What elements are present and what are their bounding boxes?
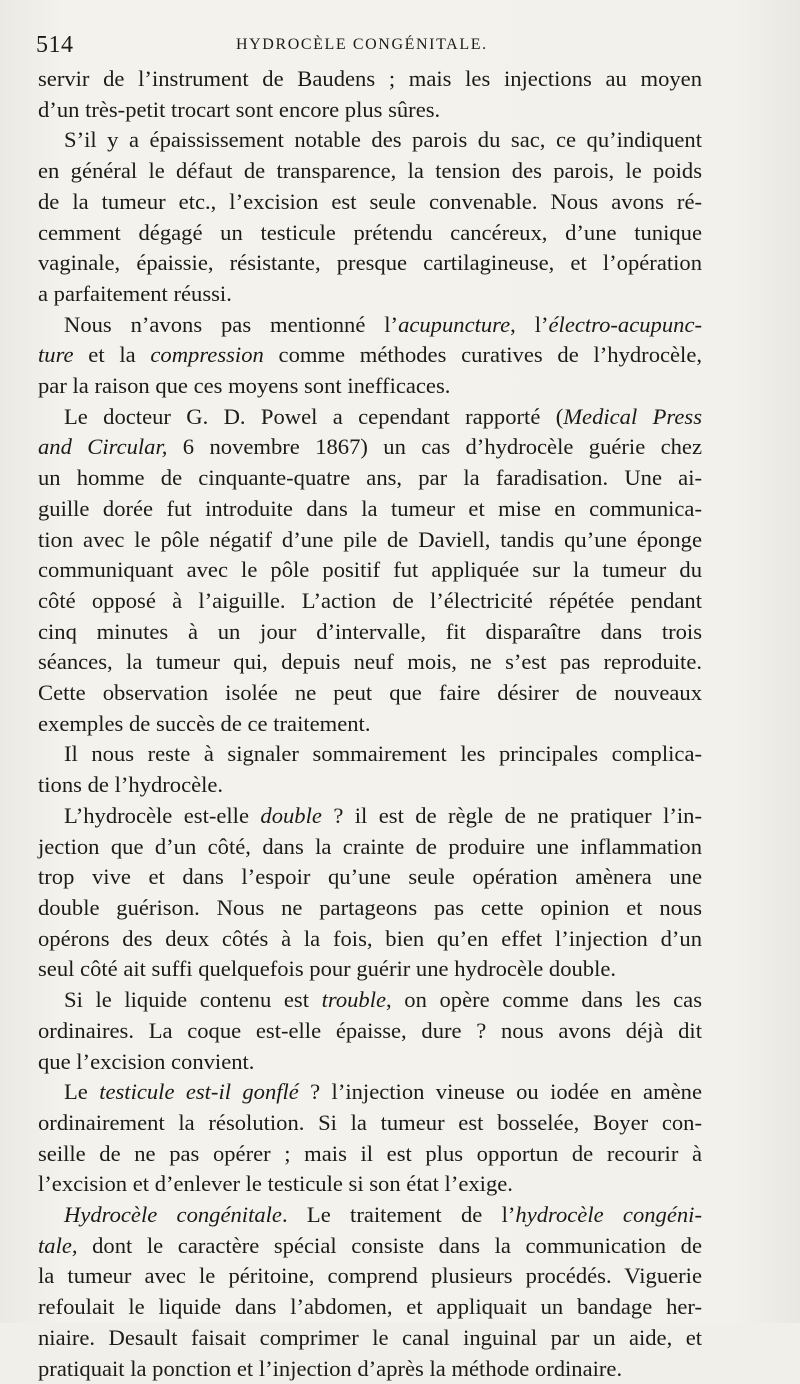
text-line: en général le défaut de transparence, la tension des parois, le poids bbox=[38, 158, 702, 184]
text-line: ture et la compression comme méthodes curatives de l’hydrocèle, bbox=[38, 342, 702, 368]
text-line: Hydrocèle congénitale. Le traitement de l’hydrocèle congéni- bbox=[64, 1202, 702, 1228]
paragraph bbox=[38, 1200, 702, 1384]
text-line: guille dorée fut introduite dans la tumeur et mise en communica- bbox=[38, 495, 702, 521]
text-line: jection que d’un côté, dans la crainte de produire une inflammation bbox=[38, 833, 702, 859]
body-text bbox=[38, 64, 702, 1384]
text-line: L’hydrocèle est-elle double ? il est de règle de ne pratiquer l’in- bbox=[64, 802, 702, 828]
text-line: a parfaitement réussi. bbox=[38, 280, 232, 306]
text-line: côté opposé à l’aiguille. L’action de l’électricité répétée pendant bbox=[38, 587, 702, 613]
text-line: ordinairement la résolution. Si la tumeur est bosselée, Boyer con- bbox=[38, 1109, 702, 1135]
text-line: Le docteur G. D. Powel a cependant rapporté (Medical Press bbox=[64, 403, 702, 429]
page-number: 514 bbox=[36, 32, 74, 58]
text-line: ordinaires. La coque est-elle épaisse, dure ? nous avons déjà dit bbox=[38, 1017, 702, 1043]
text-line: pratiquait la ponction et l’injection d’après la méthode ordinaire. bbox=[38, 1355, 623, 1381]
paragraph bbox=[38, 739, 702, 800]
paragraph bbox=[38, 64, 702, 125]
text-line: par la raison que ces moyens sont inefficaces. bbox=[38, 373, 451, 399]
text-line: and Circular, 6 novembre 1867) un cas d’hydrocèle guérie chez bbox=[38, 434, 702, 460]
paragraph bbox=[38, 402, 702, 740]
text-line: tale, dont le caractère spécial consiste dans la communication de bbox=[38, 1232, 702, 1258]
text-line: cinq minutes à un jour d’intervalle, fit disparaître dans trois bbox=[38, 618, 702, 644]
text-line: exemples de succès de ce traitement. bbox=[38, 710, 371, 736]
running-title: HYDROCÈLE CONGÉNITALE. bbox=[236, 36, 488, 53]
paragraph bbox=[38, 125, 702, 309]
text-line: l’excision et d’enlever le testicule si son état l’exige. bbox=[38, 1171, 513, 1197]
text-line: la tumeur avec le péritoine, comprend plusieurs procédés. Viguerie bbox=[38, 1263, 702, 1289]
text-line: vaginale, épaissie, résistante, presque cartilagineuse, et l’opération bbox=[38, 250, 702, 276]
text-line: Le testicule est-il gonflé ? l’injection vineuse ou iodée en amène bbox=[64, 1079, 702, 1105]
paragraph bbox=[38, 985, 702, 1077]
text-line: un homme de cinquante-quatre ans, par la faradisation. Une ai- bbox=[38, 465, 702, 491]
text-line: séances, la tumeur qui, depuis neuf mois, ne s’est pas reproduite. bbox=[38, 649, 702, 675]
text-line: Nous n’avons pas mentionné l’acupuncture, l’électro-acupunc- bbox=[64, 311, 702, 337]
text-line: trop vive et dans l’espoir qu’une seule opération amènera une bbox=[38, 864, 702, 890]
text-line: opérons des deux côtés à la fois, bien qu’en effet l’injection d’un bbox=[38, 925, 702, 951]
text-line: d’un très-petit trocart sont encore plus sûres. bbox=[38, 96, 441, 122]
text-line: que l’excision convient. bbox=[38, 1048, 255, 1074]
text-line: seul côté ait suffi quelquefois pour guérir une hydrocèle double. bbox=[38, 956, 617, 982]
text-line: cemment dégagé un testicule prétendu cancéreux, d’une tunique bbox=[38, 219, 702, 245]
text-line: double guérison. Nous ne partageons pas cette opinion et nous bbox=[38, 894, 702, 920]
text-line: communiquant avec le pôle positif fut appliquée sur la tumeur du bbox=[38, 557, 702, 583]
text-line: niaire. Desault faisait comprimer le canal inguinal par un aide, et bbox=[38, 1324, 702, 1350]
text-line: S’il y a épaississement notable des parois du sac, ce qu’indiquent bbox=[64, 127, 702, 153]
text-line: de la tumeur etc., l’excision est seule convenable. Nous avons ré- bbox=[38, 188, 702, 214]
text-line: tion avec le pôle négatif d’une pile de Daviell, tandis qu’une éponge bbox=[38, 526, 702, 552]
text-line: seille de ne pas opérer ; mais il est plus opportun de recourir à bbox=[38, 1140, 702, 1166]
text-line: servir de l’instrument de Baudens ; mais les injections au moyen bbox=[38, 66, 702, 91]
paragraph bbox=[38, 310, 702, 402]
running-head bbox=[36, 30, 760, 62]
text-line: tions de l’hydrocèle. bbox=[38, 772, 224, 798]
text-line: Cette observation isolée ne peut que faire désirer de nouveaux bbox=[38, 680, 702, 706]
text-line: Si le liquide contenu est trouble, on opère comme dans les cas bbox=[64, 987, 702, 1013]
paragraph bbox=[38, 1077, 702, 1200]
paragraph bbox=[38, 801, 702, 985]
text-line: Il nous reste à signaler sommairement les principales complica- bbox=[64, 741, 702, 767]
text-line: refoulait le liquide dans l’abdomen, et appliquait un bandage her- bbox=[38, 1294, 702, 1320]
